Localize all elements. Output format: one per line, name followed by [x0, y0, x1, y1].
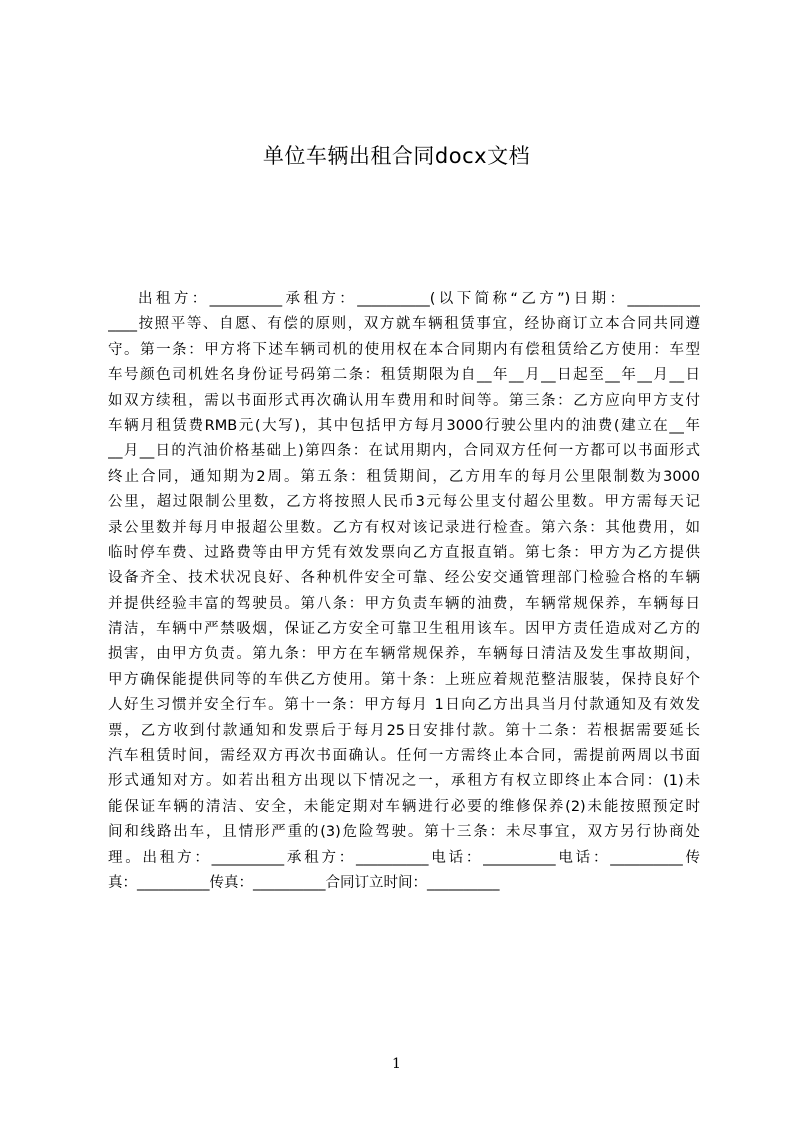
body-line: 真：__________传真：__________合同订立时间：__________ [108, 874, 500, 891]
body-line: 清洁，车辆中严禁吸烟，保证乙方安全可靠卫生租用该车。因甲方责任造成对乙方的 [108, 621, 700, 638]
body-line: 公里，超过限制公里数，乙方将按照人民币3元每公里支付超公里数。甲方需每天记 [108, 494, 700, 511]
body-line: 人好生习惯并安全行车。第十一条：甲方每月 1日向乙方出具当月付款通知及有效发 [108, 697, 700, 714]
body-line: 理。出租方：__________承租方：__________电话：__________电话：__________传 [108, 849, 700, 866]
body-line: 形式通知对方。如若出租方出现以下情况之一，承租方有权立即终止本合同：(1)未 [108, 773, 700, 790]
body-line: 并提供经验丰富的驾驶员。第八条：甲方负责车辆的油费，车辆常规保养，车辆每日 [108, 595, 700, 612]
body-line: 如双方续租，需以书面形式再次确认用车费用和时间等。第三条：乙方应向甲方支付 [108, 392, 700, 409]
document-title: 单位车辆出租合同docx文档 [262, 144, 531, 168]
body-line: 票，乙方收到付款通知和发票后于每月25日安排付款。第十二条：若根据需要延长 [108, 722, 700, 739]
body-line: 出租方：__________承租方：__________(以下简称“乙方”)日期：__________ [138, 291, 700, 307]
body-line: 临时停车费、过路费等由甲方凭有效发票向乙方直报直销。第七条：甲方为乙方提供 [108, 544, 700, 561]
page-number: 1 [392, 1056, 401, 1072]
body-line: 汽车租赁时间，需经双方再次书面确认。任何一方需终止本合同，需提前两周以书面 [108, 748, 700, 765]
body-line: 能保证车辆的清洁、安全，未能定期对车辆进行必要的维修保养(2)未能按照预定时 [108, 798, 700, 815]
body-line: 终止合同，通知期为2周。第五条：租赁期间，乙方用车的每月公里限制数为3000 [108, 468, 700, 485]
body-line: 损害，由甲方负责。第九条：甲方在车辆常规保养，车辆每日清洁及发生事故期间， [108, 646, 700, 663]
body-line: 间和线路出车，且情形严重的(3)危险驾驶。第十三条：未尽事宜，双方另行协商处 [108, 824, 700, 841]
body-line: 守。第一条：甲方将下述车辆司机的使用权在本合同期内有偿租赁给乙方使用：车型 [108, 341, 700, 358]
body-line: __月__日的汽油价格基础上)第四条：在试用期内，合同双方任何一方都可以书面形式 [108, 443, 700, 460]
contract-body [108, 287, 700, 896]
body-line: ____按照平等、自愿、有偿的原则，双方就车辆租赁事宜，经协商订立本合同共同遵 [108, 316, 700, 333]
body-line: 车号颜色司机姓名身份证号码第二条：租赁期限为自__年__月__日起至__年__月__日 [108, 367, 700, 384]
body-line: 甲方确保能提供同等的车供乙方使用。第十条：上班应着规范整洁服装，保持良好个 [108, 671, 700, 688]
body-line: 车辆月租赁费RMB元(大写)，其中包括甲方每月3000行驶公里内的油费(建立在__年 [108, 417, 700, 434]
body-line: 录公里数并每月申报超公里数。乙方有权对该记录进行检查。第六条：其他费用，如 [108, 519, 700, 536]
body-line: 设备齐全、技术状况良好、各种机件安全可靠、经公安交通管理部门检验合格的车辆 [108, 570, 700, 587]
